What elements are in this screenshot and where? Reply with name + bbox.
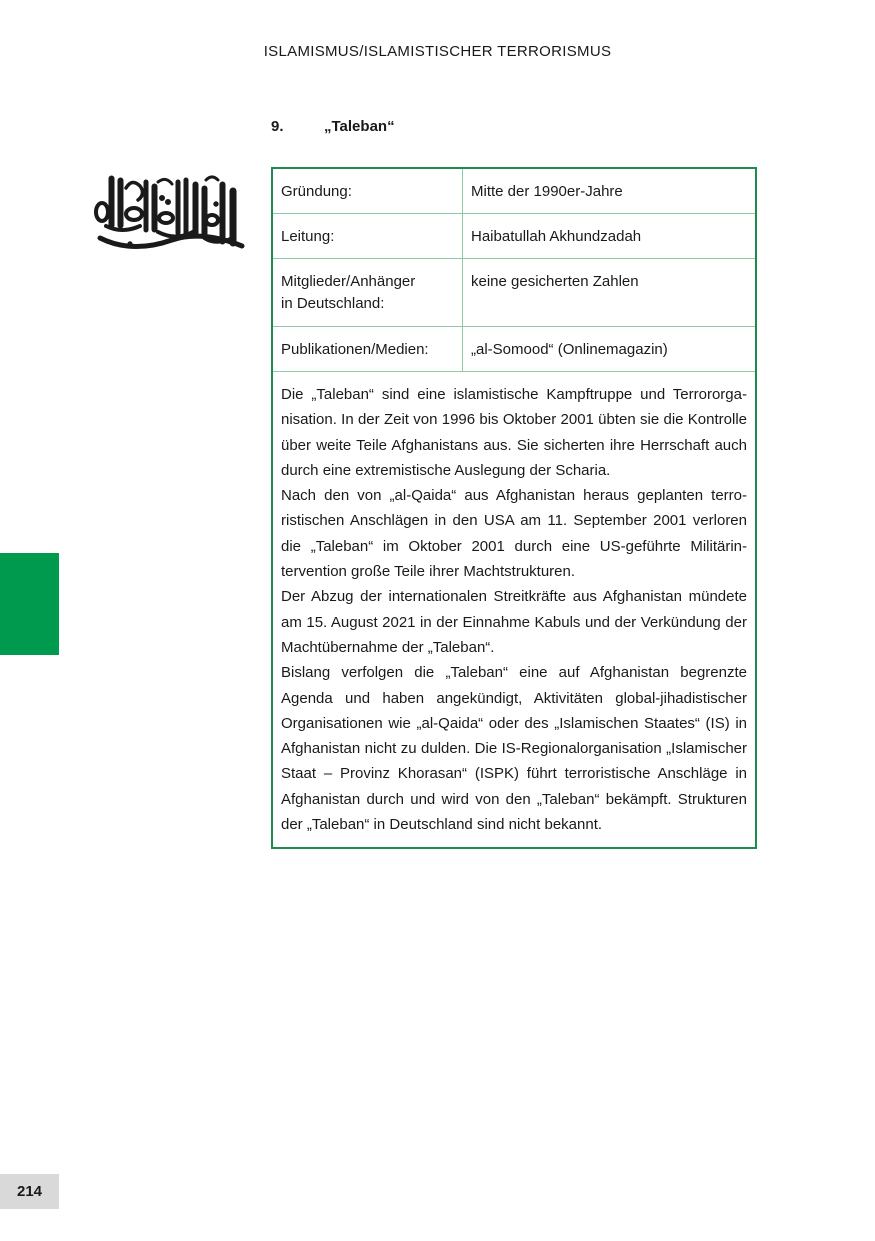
section-heading — [271, 118, 395, 135]
table-row — [273, 259, 755, 327]
row-label-publications: Publikationen/Medien: — [273, 327, 463, 372]
description-text — [273, 372, 755, 847]
fact-table — [273, 169, 755, 372]
running-header: ISLAMISMUS/ISLAMISTISCHER TERRORISMUS — [263, 43, 612, 60]
section-number: 9. — [271, 118, 284, 135]
row-label-members: Mitglieder/Anhänger in Deutschland: — [273, 259, 463, 327]
row-value-leadership: Haibatullah Akhundzadah — [463, 214, 756, 259]
section-title: „Taleban“ — [324, 118, 395, 135]
table-row — [273, 214, 755, 259]
fact-box — [271, 167, 757, 849]
description-paragraph: Die „Taleban“ sind eine islamistische Kampftruppe und Terrororganisation. In der Zeit von 1996 bis Oktober 2001 übten sie die Kontrolle über weite Teile Afghanistans aus. Sie sicherten ihre Herrschaft auch durch eine extremistische Auslegung der Scharia. — [281, 386, 747, 479]
emblem-calligraphy-svg — [92, 168, 248, 254]
page-number: 214 — [0, 1174, 59, 1209]
row-value-members: keine gesicherten Zahlen — [463, 259, 756, 327]
row-value-publications: „al-Somood“ (Onlinemagazin) — [463, 327, 756, 372]
table-row — [273, 327, 755, 372]
row-label-leadership: Leitung: — [273, 214, 463, 259]
chapter-side-tab — [0, 553, 59, 655]
description-paragraph: Der Abzug der internationalen Streitkräfte aus Afghanistan mündete am 15. August 2021 in der Einnahme Kabuls und der Verkündung der Machtübernahme der „Taleban“. — [281, 588, 747, 656]
description-paragraph: Nach den von „al-Qaida“ aus Afghanistan heraus geplanten terroristischen Anschlägen in den USA am 11. September 2001 verloren die „Taleban“ im Oktober 2001 durch eine US-geführte Militärintervention große Teile ihrer Machtstrukturen. — [281, 487, 747, 581]
description-paragraph: Bislang verfolgen die „Taleban“ eine auf Afghanistan begrenzte Agenda und haben angekündigt, Aktivitäten global-jihadistischer Organisationen wie „al-Qaida“ oder des „Islamischen Staates“ (IS) in Afghanistan nicht zu dulden. Die IS-Regionalorganisation „Islamischer Staat – Provinz Khorasan“ (ISPK) führt terroristische Anschläge in Afghanistan durch und wird von den „Taleban“ bekämpft. Strukturen der „Taleban“ in Deutschland sind nicht bekannt. — [281, 664, 747, 834]
table-row — [273, 169, 755, 214]
shahada-calligraphy-emblem-icon — [92, 168, 248, 254]
row-label-founding: Gründung: — [273, 169, 463, 214]
row-value-founding: Mitte der 1990er-Jahre — [463, 169, 756, 214]
